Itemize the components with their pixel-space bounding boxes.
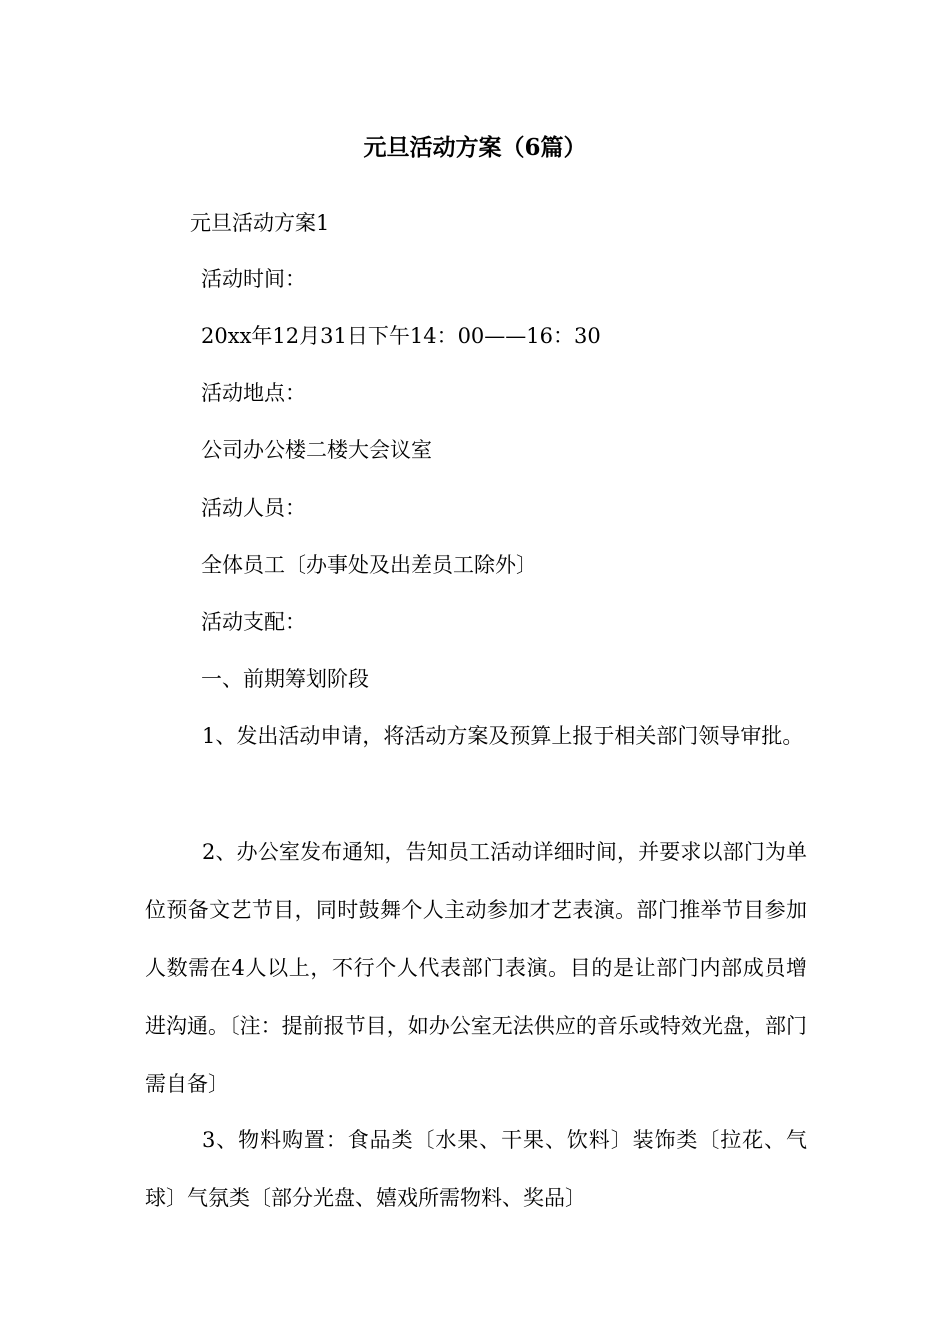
section-heading: 元旦活动方案1: [190, 211, 330, 235]
paragraph-step-2: 2、办公室发布通知，告知员工活动详细时间，并要求以部门为单位预备文艺节目，同时鼓舞个人主动参加才艺表演。部门推举节目参加人数需在4人以上，不行个人代表部门表演。目的是让部门内部成员增进沟通。〔注：提前报节目，如办公室无法供应的音乐或特效光盘，部门需自备〕: [145, 840, 807, 1096]
phase-heading: 一、前期筹划阶段: [201, 667, 369, 691]
activity-time-label: 活动时间：: [201, 267, 306, 291]
activity-people-label: 活动人员：: [201, 496, 306, 520]
activity-people-value: 全体员工〔办事处及出差员工除外〕: [201, 553, 537, 577]
paragraph-step-3: 3、物料购置：食品类〔水果、干果、饮料〕装饰类〔拉花、气球〕气氛类〔部分光盘、嬉戏所需物料、奖品〕: [145, 1128, 807, 1210]
activity-location-value: 公司办公楼二楼大会议室: [201, 438, 432, 462]
document-title: 元旦活动方案（6篇）: [363, 134, 587, 161]
activity-location-label: 活动地点：: [201, 381, 306, 405]
activity-time-value: 20xx年12月31日下午14：00——16：30: [201, 324, 601, 348]
paragraph-step-1: 1、发出活动申请，将活动方案及预算上报于相关部门领导审批。: [202, 724, 804, 748]
activity-arrangement-label: 活动支配：: [201, 610, 306, 634]
